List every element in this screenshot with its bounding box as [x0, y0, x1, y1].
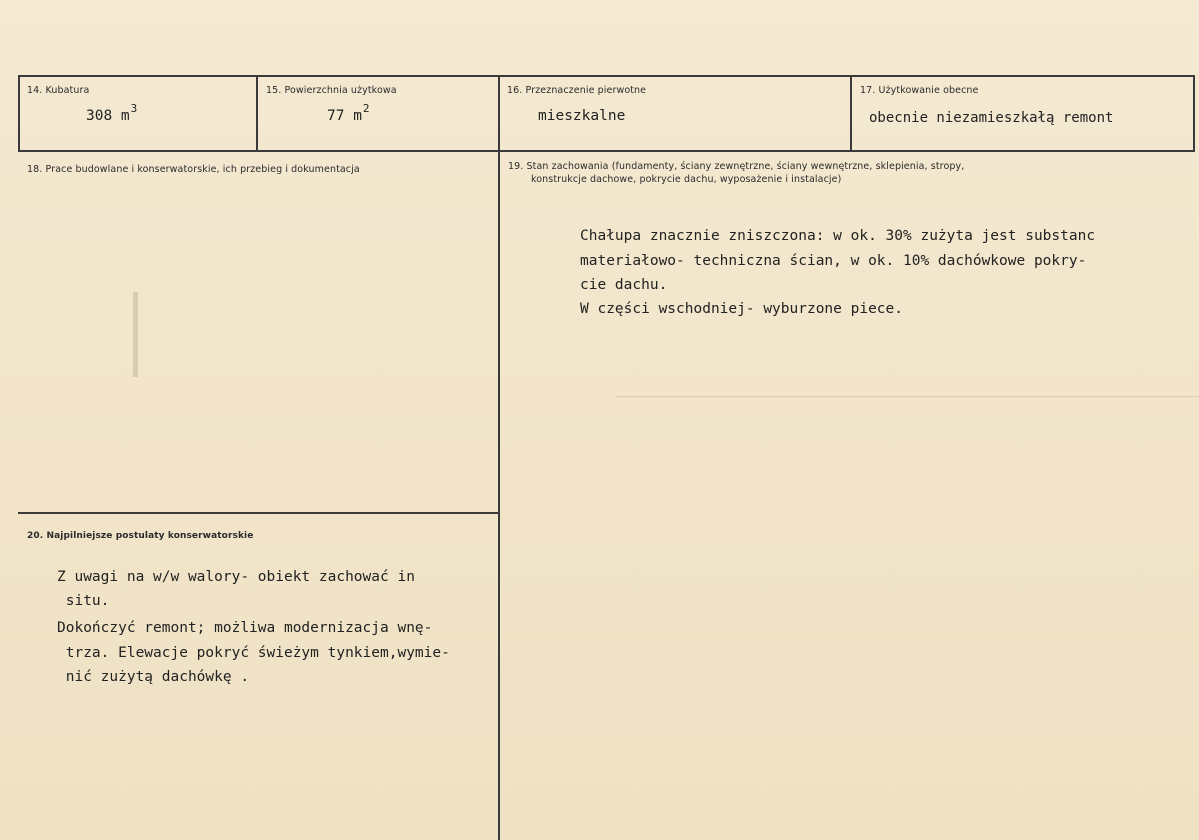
field-17-value: obecnie niezamieszkałą remont: [869, 110, 1114, 126]
right-border: [1193, 75, 1195, 152]
kubatura-number: 308 m: [86, 108, 130, 124]
field-16-label: 16. Przeznaczenie pierwotne: [507, 85, 647, 96]
stan-line-3: cie dachu.: [580, 277, 668, 293]
stan-line-1: Chałupa znacznie zniszczona: w ok. 30% zużyta jest substanc: [580, 228, 1096, 244]
field-19-label-line2: konstrukcje dachowe, pokrycie dachu, wyposażenie i instalacje): [531, 174, 842, 185]
faint-rule: [615, 396, 1199, 397]
field-15-value: [327, 102, 370, 128]
field-18-label: 18. Prace budowlane i konserwatorskie, ich przebieg i dokumentacja: [27, 164, 360, 175]
top-rule: [18, 75, 1194, 77]
powierzchnia-number: 77 m: [327, 108, 362, 124]
divider-16-17: [850, 75, 852, 152]
postulaty-line-3: Dokończyć remont; możliwa modernizacja wnę-: [57, 620, 433, 636]
divider-15-16: [498, 75, 500, 840]
row-rule: [18, 150, 1194, 152]
field-15-label: 15. Powierzchnia użytkowa: [266, 85, 397, 96]
field-20-label: 20. Najpilniejsze postulaty konserwatorskie: [27, 531, 254, 541]
postulaty-line-4: trza. Elewacje pokryć świeżym tynkiem,wymie-: [57, 645, 450, 661]
field-19-label-line1: 19. Stan zachowania (fundamenty, ściany zewnętrzne, ściany wewnętrzne, sklepienia, stropy,: [508, 161, 965, 172]
postulaty-line-2: situ.: [57, 593, 110, 609]
field-16-value: mieszkalne: [538, 108, 626, 124]
field-14-label: 14. Kubatura: [27, 85, 90, 96]
section-20-rule: [18, 512, 498, 514]
stan-line-2: materiałowo- techniczna ścian, w ok. 10% dachówkowe pokry-: [580, 253, 1087, 269]
postulaty-line-5: nić zużytą dachówkę .: [57, 669, 250, 685]
kubatura-unit-exponent: 3: [130, 102, 138, 115]
left-border: [18, 75, 20, 152]
divider-14-15: [256, 75, 258, 152]
paper-stain: [133, 292, 138, 377]
postulaty-line-1: Z uwagi na w/w walory- obiekt zachować in: [57, 569, 415, 585]
field-17-label: 17. Użytkowanie obecne: [860, 85, 979, 96]
stan-line-4: W części wschodniej- wyburzone piece.: [580, 301, 904, 317]
field-14-value: [86, 102, 138, 128]
powierzchnia-unit-exponent: 2: [362, 102, 370, 115]
